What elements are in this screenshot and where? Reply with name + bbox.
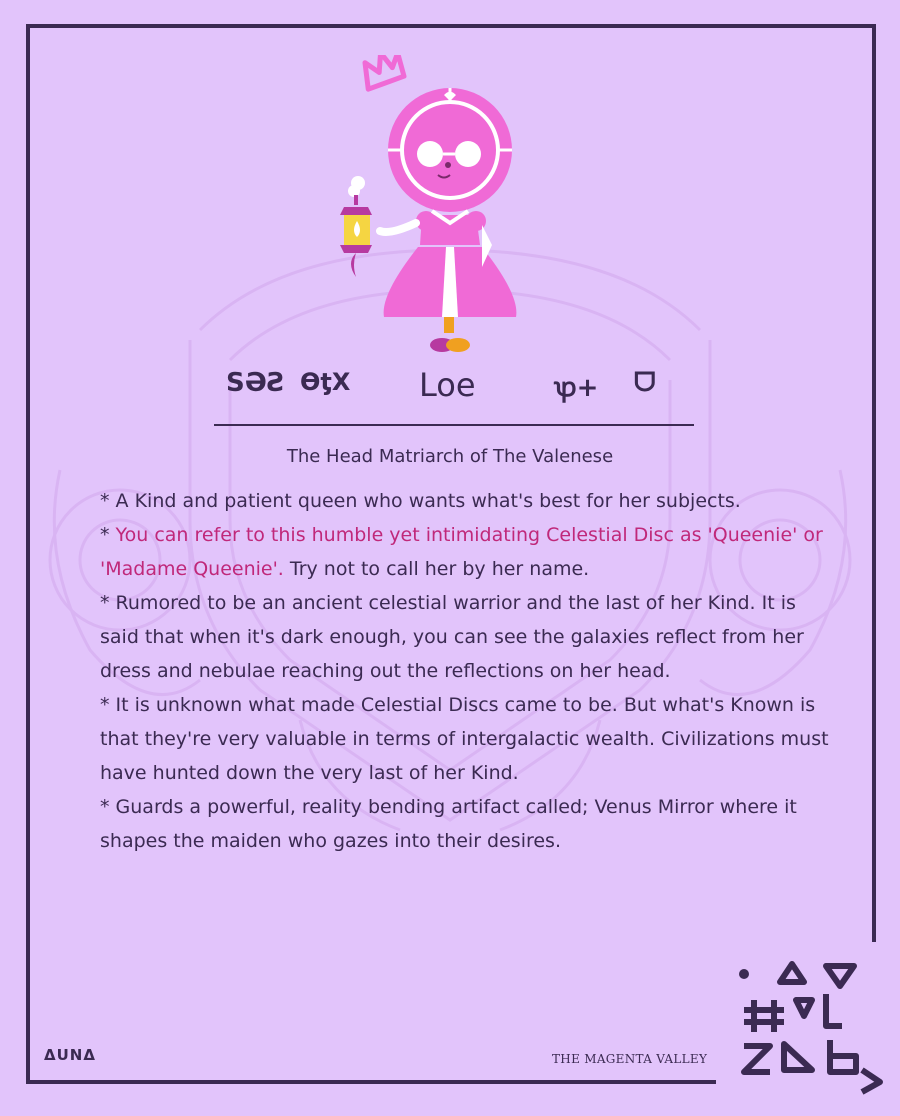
location-label: THE MAGENTA VALLEY: [552, 1052, 708, 1066]
name-row: [214, 362, 694, 414]
lore-bullet-5: * Guards a powerful, reality bending artifact called; Venus Mirror where it shapes the maiden who gazes into their desires.: [100, 796, 797, 852]
lore-bullet-2-rest: Try not to call her by her name.: [283, 558, 590, 580]
name-glyph-right-2: ᗜ: [634, 368, 656, 398]
rune-signature-icon: [730, 960, 890, 1100]
name-divider: [214, 424, 694, 426]
lore-bullet-1: * A Kind and patient queen who wants what's best for her subjects.: [100, 490, 741, 512]
queen-character-illustration: [330, 55, 570, 360]
lore-bullet-3: * Rumored to be an ancient celestial warrior and the last of her Kind. It is said that when it's dark enough, you can see the galaxies reflect from her dress and nebulae reaching out the reflections on her head.: [100, 592, 804, 682]
name-glyph-left-1: SƏƧ: [226, 368, 286, 398]
crown-icon: [358, 55, 406, 89]
name-glyph-right-1: ꝕ+: [554, 373, 599, 403]
artist-logo: ΔUNΔ: [44, 1046, 96, 1064]
card-frame-right: [872, 24, 876, 942]
name-glyph-left-2: ƟƫX: [300, 368, 351, 396]
character-name: Loe: [419, 366, 476, 404]
lore-bullet-4: * It is unknown what made Celestial Discs came to be. But what's Known is that they're very valuable in terms of intergalactic wealth. Civilizations must have hunted down the very last of her Kind.: [100, 694, 829, 784]
lore-bullet-2-highlight: You can refer to this humble yet intimidating Celestial Disc as 'Queenie' or 'Madame Queenie'.: [100, 524, 823, 580]
lore-bullet-2: * You can refer to this humble yet intimidating Celestial Disc as 'Queenie' or 'Madame Queenie'. Try not to call her by her name.: [100, 524, 823, 580]
lore-text: [100, 484, 840, 858]
character-title: The Head Matriarch of The Valenese: [286, 446, 614, 467]
